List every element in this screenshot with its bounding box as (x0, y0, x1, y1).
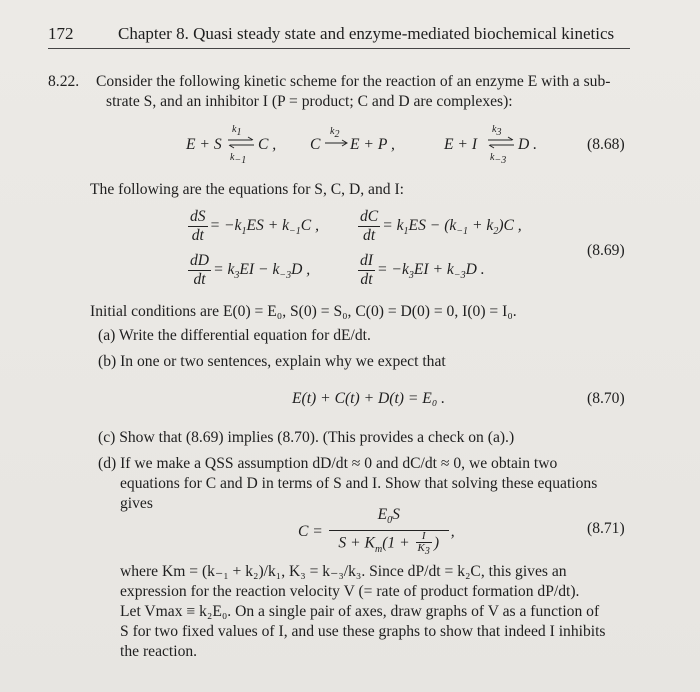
header-rule (48, 48, 630, 49)
part-c: (c) Show that (8.69) implies (8.70). (This provides a check on (a).) (98, 429, 515, 446)
eq-number-8-71: (8.71) (587, 520, 625, 537)
conservation-equation: E(t) + C(t) + D(t) = E₀ . (292, 390, 446, 407)
page-number: 172 (48, 24, 74, 43)
textbook-page: 172 Chapter 8. Quasi steady state and enzyme-mediated biochemical kinetics 8.22. Consider the following kinetic scheme for the reaction of an enzyme E with a sub- strate S, and an inhibitor I (P = product; C and D are complexes): E + S $k_1$ $k_{-1}$ C , C $k_2$ E + P , E + I $k_3$ $k_{-3}$ D . (8.68) The following are the equations for S, C, D, and I: $\frac{dS}{dt}$ = $-k_1ES + k_{-1}C$ , $\frac{dC}{dt}$ = $k_1ES - (k_{-1} + k_2)C$ , $\frac{dD}{dt}$ = $k_3EI - k_{-3}D$ , $\frac{dI}{dt}$ = $-k_3EI + k_{-3}D$ . (8.69) Initial conditions are E(0) = E₀, S(0) = S₀, C(0) = D(0) = 0, I(0) = I₀. (a) Write the differential equation for dE/dt. (b) In one or two sentences, explain why we expect that E(t) + C(t) + D(t) = E₀ . (8.70) (c) Show that (8.69) implies (8.70). (This provides a check on (a).) (d) If we make a QSS assumption dD/dt ≈ 0 and dC/dt ≈ 0, we obtain two equations for C and D in terms of S and I. Show that solving these equations gives C = $E_0S$ $S + K_m(1$ + $\frac{I}{K_3}$ ) , (8.71) where Km = (k₋₁ + k₂)/k₁, K₃ = k₋₃/k₃. Since dP/dt = k₂C, this gives an expression for the reaction velocity V (= rate of product formation dP/dt). Let Vmax ≡ k₂E₀. On a single pair of axes, draw graphs of V as a function of S for two fixed values of I, and use these graphs to show that indeed I inhibits the reaction. (0, 0, 700, 692)
eq-number-8-70: (8.70) (587, 390, 625, 407)
chapter-title: Chapter 8. Quasi steady state and enzyme-mediated biochemical kinetics (118, 24, 615, 43)
page-header (48, 24, 630, 46)
problem-number: 8.22. (48, 73, 80, 90)
part-a: (a) Write the differential equation for dE/dt. (98, 327, 371, 344)
part-b: (b) In one or two sentences, explain why we expect that (98, 353, 446, 370)
equations-intro: The following are the equations for S, C, D, and I: (90, 181, 404, 198)
forward-arrow (324, 138, 348, 148)
initial-conditions: Initial conditions are E(0) = E₀, S(0) = S₀, C(0) = D(0) = 0, I(0) = I₀. (90, 303, 517, 320)
where-line2: expression for the reaction velocity V (= rate of product formation dP/dt). (120, 583, 580, 600)
reversible-arrow-1 (226, 136, 256, 150)
part-d-line1: (d) If we make a QSS assumption dD/dt ≈ 0 and dC/dt ≈ 0, we obtain two (98, 455, 558, 472)
where-line1: where Km = (k₋₁ + k₂)/k₁, K₃ = k₋₃/k₃. Since dP/dt = k₂C, this gives an (120, 563, 567, 580)
where-line5: the reaction. (120, 643, 198, 660)
problem-intro-line1: Consider the following kinetic scheme for the reaction of an enzyme E with a sub- (96, 73, 611, 90)
eq-number-8-69: (8.69) (587, 242, 625, 259)
part-d-line2: equations for C and D in terms of S and I. Show that solving these equations (120, 475, 598, 492)
part-d-line3: gives (120, 495, 153, 512)
eq-number-8-68: (8.68) (587, 136, 625, 153)
reversible-arrow-3 (486, 136, 516, 150)
qss-equation: C = $E_0S$ $S + K_m(1$ + $\frac{I}{K_3}$ ) , (298, 506, 455, 558)
problem-intro-line2: strate S, and an inhibitor I (P = product; C and D are complexes): (106, 93, 513, 110)
where-line3: Let Vmax ≡ k₂E₀. On a single pair of axes, draw graphs of V as a function of (120, 603, 600, 620)
where-line4: S for two fixed values of I, and use these graphs to show that indeed I inhibits (120, 623, 606, 640)
